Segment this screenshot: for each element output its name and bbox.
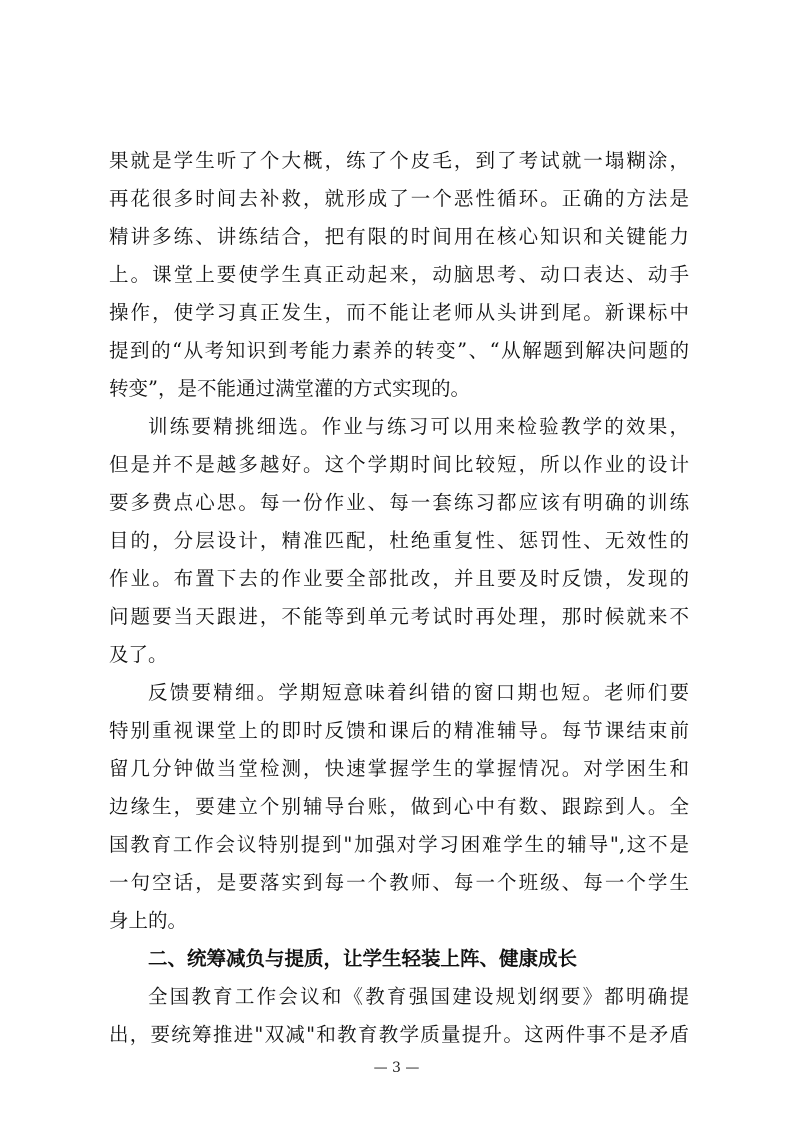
paragraph-line: 反馈要精细。学期短意味着纠错的窗口期也短。老师们要 <box>148 681 689 704</box>
paragraph-line: 身上的。 <box>109 909 188 932</box>
paragraph-line: 再花很多时间去补救，就形成了一个恶性循环。正确的方法是 <box>109 187 689 210</box>
paragraph-line: 训练要精挑细选。作业与练习可以用来检验教学的效果， <box>148 415 689 438</box>
paragraph-line: 全国教育工作会议和《教育强国建设规划纲要》都明确提 <box>148 985 689 1008</box>
section-heading: 二、统筹减负与提质，让学生轻装上阵、健康成长 <box>148 947 578 970</box>
paragraph-line: 精讲多练、讲练结合，把有限的时间用在核心知识和关键能力 <box>109 225 689 248</box>
paragraph-line: 国教育工作会议特别提到"加强对学习困难学生的辅导",这不是 <box>109 833 689 856</box>
paragraph-line: 及了。 <box>109 643 168 666</box>
paragraph-line: 操作，使学习真正发生，而不能让老师从头讲到尾。新课标中 <box>109 301 689 324</box>
paragraph-line: 一句空话，是要落实到每一个教师、每一个班级、每一个学生 <box>109 871 689 894</box>
paragraph-line: 目的，分层设计，精准匹配，杜绝重复性、惩罚性、无效性的 <box>109 529 689 552</box>
paragraph-line: 上。课堂上要使学生真正动起来，动脑思考、动口表达、动手 <box>109 263 689 286</box>
paragraph-line: 果就是学生听了个大概，练了个皮毛，到了考试就一塌糊涂， <box>109 149 689 172</box>
paragraph-line: 提到的“从考知识到考能力素养的转变”、“从解题到解决问题的 <box>109 339 689 362</box>
paragraph-line: 特别重视课堂上的即时反馈和课后的精准辅导。每节课结束前 <box>109 719 689 742</box>
paragraph-line: 问题要当天跟进，不能等到单元考试时再处理，那时候就来不 <box>109 605 689 628</box>
paragraph-line: 出，要统筹推进"双减"和教育教学质量提升。这两件事不是矛盾 <box>109 1023 689 1046</box>
paragraph-line: 转变”，是不能通过满堂灌的方式实现的。 <box>109 377 470 400</box>
paragraph-line: 边缘生，要建立个别辅导台账，做到心中有数、跟踪到人。全 <box>109 795 689 818</box>
paragraph-line: 留几分钟做当堂检测，快速掌握学生的掌握情况。对学困生和 <box>109 757 689 780</box>
paragraph-line: 但是并不是越多越好。这个学期时间比较短，所以作业的设计 <box>109 453 689 476</box>
paragraph-line: 要多费点心思。每一份作业、每一套练习都应该有明确的训练 <box>109 491 689 514</box>
page-number: — 3 — <box>373 1060 420 1076</box>
paragraph-line: 作业。布置下去的作业要全部批改，并且要及时反馈，发现的 <box>109 567 689 590</box>
